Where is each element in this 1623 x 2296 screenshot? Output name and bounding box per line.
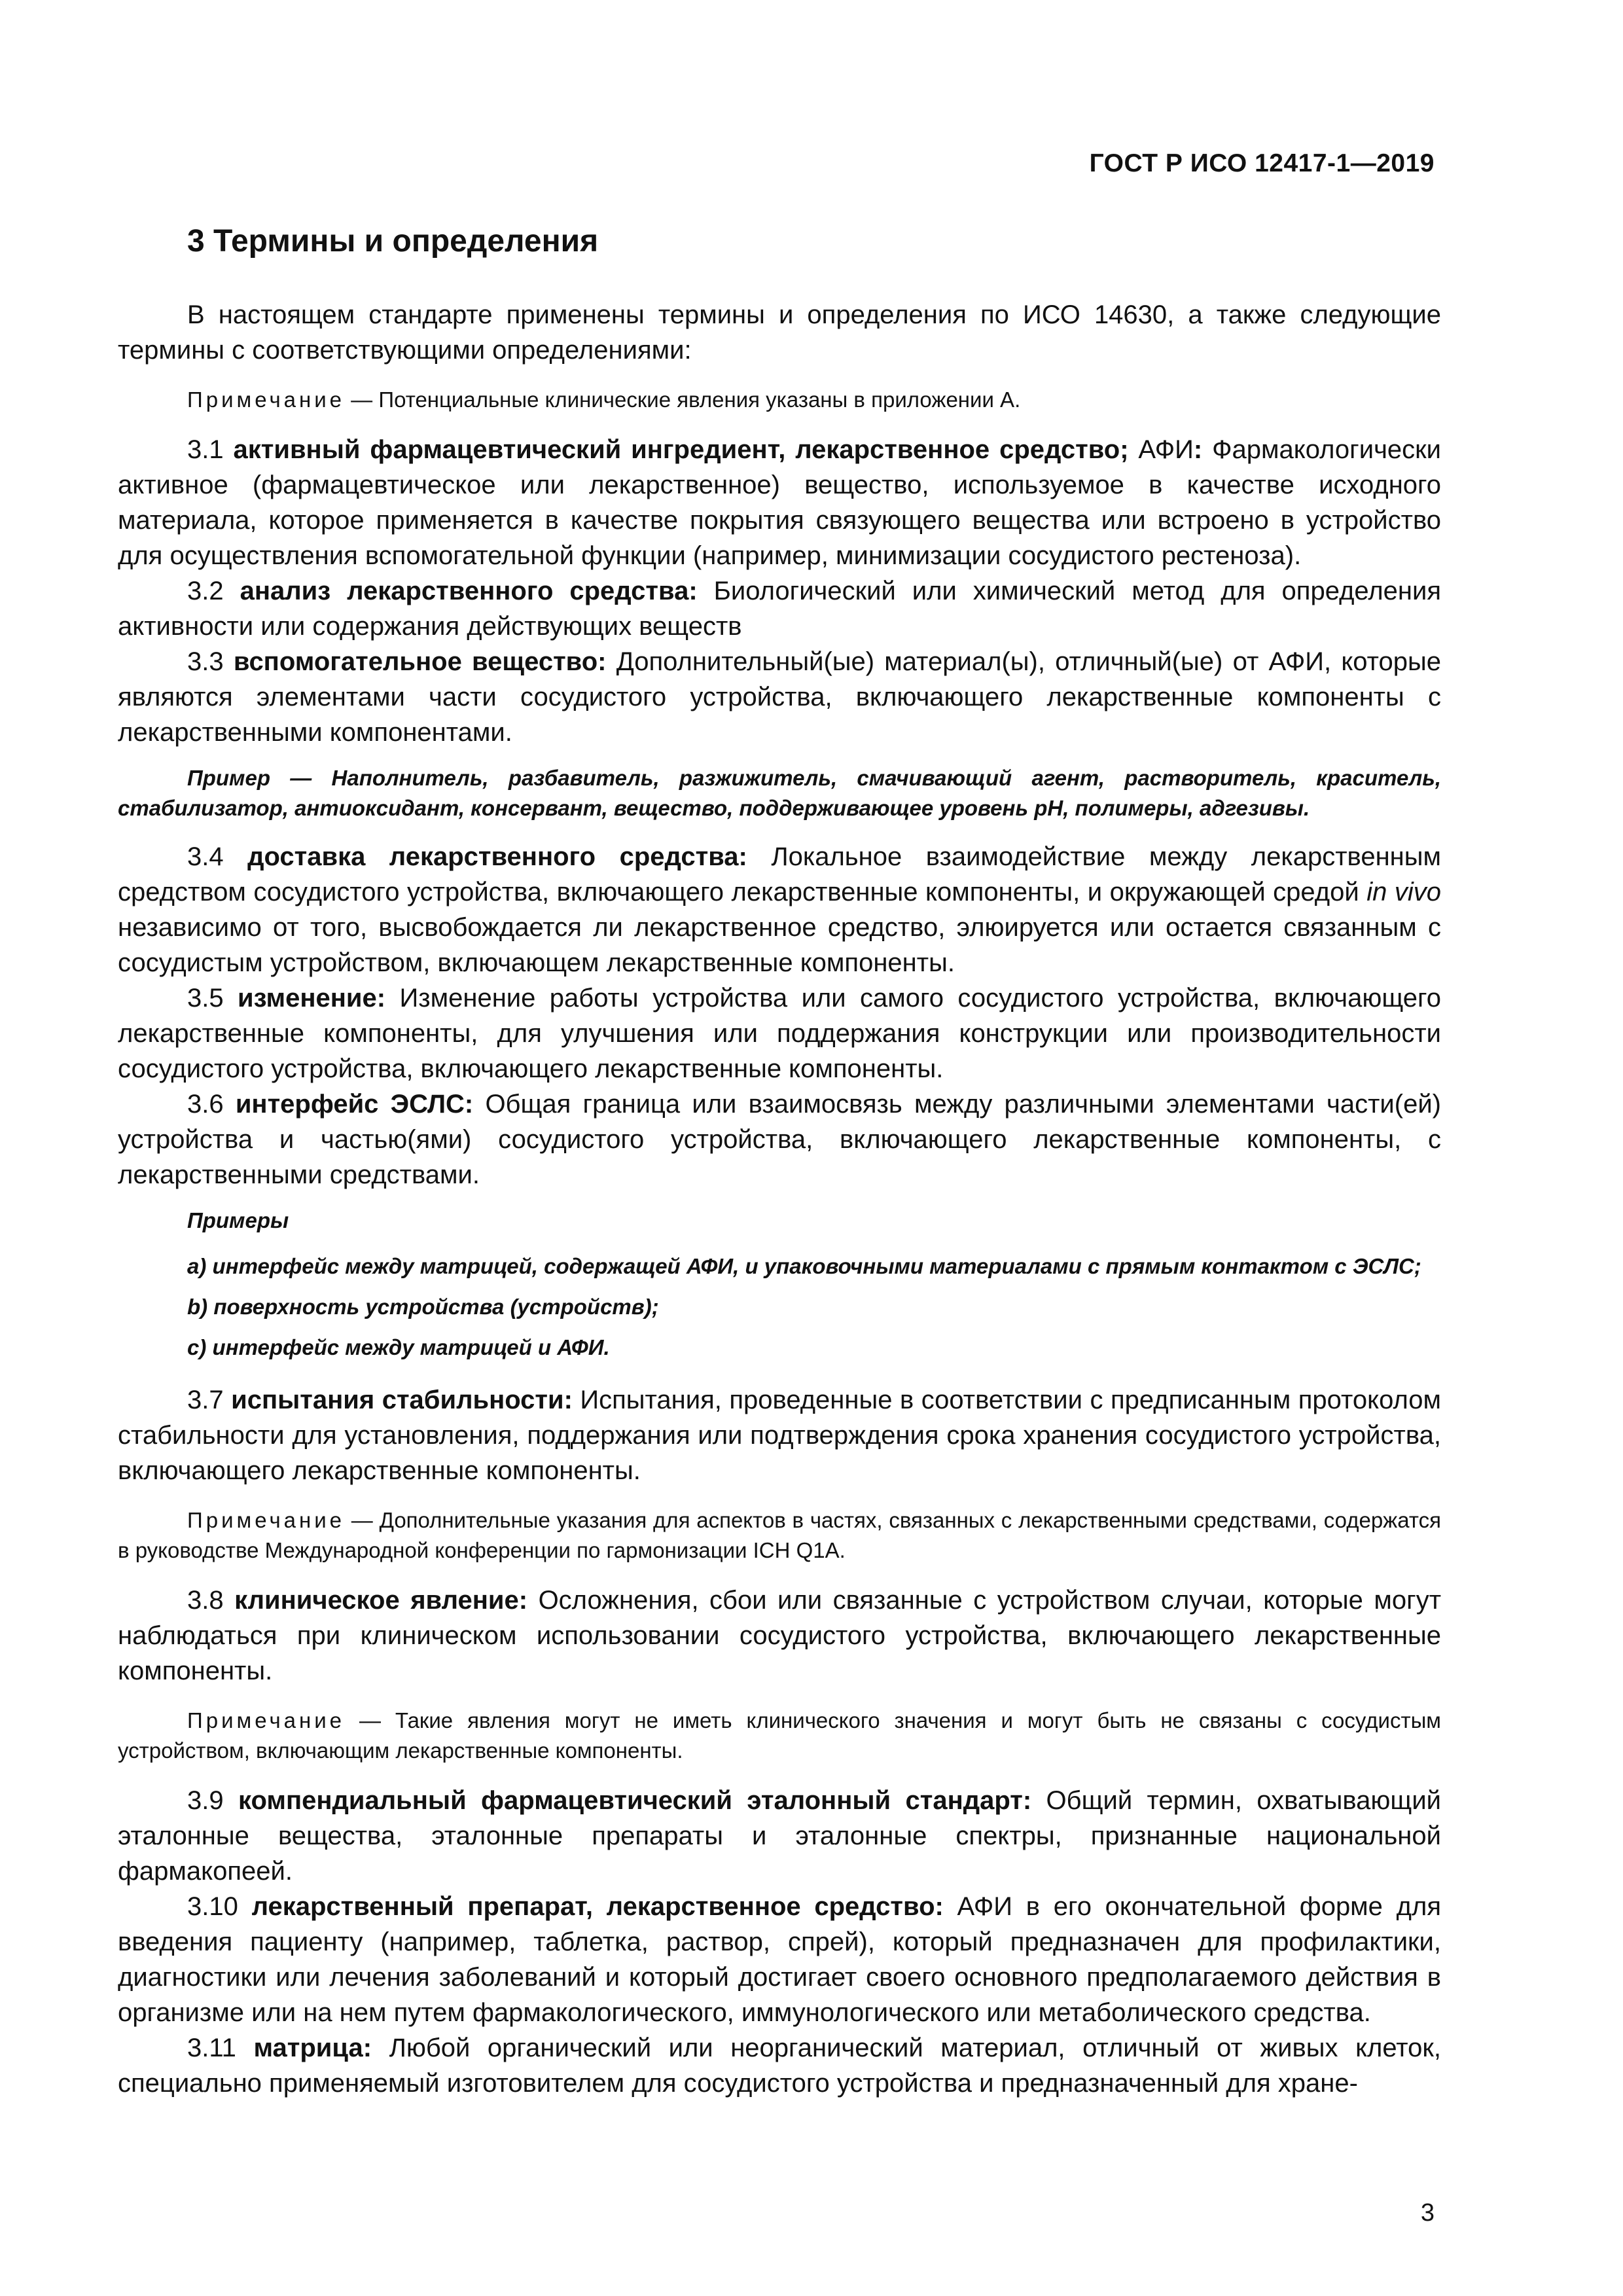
term-3-6-example-c: c) интерфейс между матрицей и АФИ. [187,1335,610,1359]
term-3-2: 3.2 анализ лекарственного средства: Биологический или химический метод для определения активности или содержания действующих веществ [118,576,1442,641]
term-3-5-name: изменение: [238,983,386,1013]
term-3-10-name: лекарственный препарат, лекарственное средство: [251,1892,944,1921]
term-3-10-definition: АФИ в его окончательной форме для введения пациенту (например, таблетка, раствор, спрей), который предназначен для профилактики, диагностики или лечения заболеваний и который достигает своего основного предполагаемого действия в организме или на нем путем фармакологического, иммунологического или метаболического средства. [118,1892,1441,2027]
term-3-10: 3.10 лекарственный препарат, лекарственное средство: АФИ в его окончательной форме для введения пациенту (например, таблетка, раствор, спрей), который предназначен для профилактики, диагностики или лечения заболеваний и который достигает своего основного предполагаемого действия в организме или на нем путем фармакологического, иммунологического или метаболического средства. [118,1892,1441,2027]
term-3-5: 3.5 изменение: Изменение работы устройства или самого сосудистого устройства, включающего лекарственные компоненты, для улучшения или поддержания конструкции или производительности сосудистого устройства, включающего лекарственные компоненты. [118,983,1442,1083]
term-3-6-definition: Общая граница или взаимосвязь между различными элементами части(ей) устройства и частью(ями) сосудистого устройства, включающего лекарственные компоненты, с лекарственными средствами. [118,1089,1442,1189]
term-3-6: 3.6 интерфейс ЭСЛС: Общая граница или взаимосвязь между различными элементами части(ей) устройства и частью(ями) сосудистого устройства, включающего лекарственные компоненты, с лекарственными средствами. [118,1089,1442,1189]
term-3-11-name: матрица: [253,2033,372,2062]
term-3-5-definition: Изменение работы устройства или самого сосудистого устройства, включающего лекарственные компоненты, для улучшения или поддержания конструкции или производительности сосудистого устройства, включающего лекарственные компоненты. [118,983,1442,1083]
term-3-8-name: клиническое явление: [234,1585,528,1615]
term-3-6-examples-title: Примеры [187,1208,289,1232]
term-3-11-definition: Любой органический или неорганический материал, отличный от живых клеток, специально применяемый изготовителем для сосудистого устройства и предназначенный для хране- [118,2033,1441,2098]
intro-paragraph: В настоящем стандарте применены термины и определения по ИСО 14630, а также следующие термины с соответствующими определениями: [118,300,1441,365]
term-3-3-name: вспомогательное вещество: [233,647,607,676]
term-3-3-example: Пример — Наполнитель, разбавитель, разжижитель, смачивающий агент, растворитель, краситель, стабилизатор, антиоксидант, консервант, вещество, поддерживающее уровень рН, полимеры, адгезивы. [118,765,1441,820]
term-3-1-name: активный фармацевтический ингредиент, лекарственное средство; [233,435,1129,464]
term-3-2-name: анализ лекарственного средства: [240,576,698,605]
term-3-6-name: интерфейс ЭСЛС: [235,1089,474,1119]
term-3-8: 3.8 клиническое явление: Осложнения, сбои или связанные с устройством случаи, которые могут наблюдаться при клиническом использовании сосудистого устройства, включающего лекарственные компоненты. [118,1585,1442,1685]
term-3-8-definition: Осложнения, сбои или связанные с устройством случаи, которые могут наблюдаться при клиническом использовании сосудистого устройства, включающего лекарственные компоненты. [118,1585,1442,1685]
term-3-4: 3.4 доставка лекарственного средства: Локальное взаимодействие между лекарственным средством сосудистого устройства, включающего лекарственные компоненты, и окружающей средой in vivo независимо от того, высвобождается ли лекарственное средство, элюируется или остается связанным с сосудистым устройством, включающем лекарственные компоненты. [118,842,1441,977]
term-3-11: 3.11 матрица: Любой органический или неорганический материал, отличный от живых клеток, специально применяемый изготовителем для сосудистого устройства и предназначенный для хране- [118,2033,1441,2098]
term-3-7-name: испытания стабильности: [231,1385,573,1414]
term-3-8-note: Примечание — Такие явления могут не иметь клинического значения и могут быть не связаны с сосудистым устройством, включающим лекарственные компоненты. [118,1708,1441,1763]
term-3-7: 3.7 испытания стабильности: Испытания, проведенные в соответствии с предписанным протоколом стабильности для установления, поддержания или подтверждения срока хранения сосудистого устройства, включающего лекарственные компоненты. [118,1385,1441,1485]
document-body [118,223,1441,2101]
term-3-3-definition: Дополнительный(ые) материал(ы), отличный(ые) от АФИ, которые являются элементами части сосудистого устройства, включающего лекарственные компоненты с лекарственными компонентами. [118,647,1442,747]
term-3-2-definition: Биологический или химический метод для определения активности или содержания действующих веществ [118,576,1442,641]
section-title: 3 Термины и определения [187,224,599,259]
term-3-9-definition: Общий термин, охватывающий эталонные вещества, эталонные препараты и эталонные спектры, признанные национальной фармакопеей. [118,1785,1442,1886]
term-3-7-note: Примечание — Дополнительные указания для аспектов в частях, связанных с лекарственными средствами, содержатся в руководстве Международной конференции по гармонизации ICH Q1A. [118,1507,1441,1562]
document-code: ГОСТ Р ИСО 12417-1—2019 [1089,149,1435,177]
term-3-4-name: доставка лекарственного средства: [247,842,747,871]
term-3-9-name: компендиальный фармацевтический эталонный стандарт: [238,1785,1032,1815]
term-3-6-example-b: b) поверхность устройства (устройств); [187,1294,659,1319]
note-intro: Примечание — Потенциальные клинические явления указаны в приложении А. [187,387,1021,412]
term-3-1-definition: Фармакологически активное (фармацевтическое или лекарственное) вещество, используемое в качестве исходного материала, которое применяется в качестве покрытия связующего вещества или встроено в устройство для осуществления вспомогательной функции (например, минимизации сосудистого рестеноза). [118,435,1442,570]
term-3-6-example-a: a) интерфейс между матрицей, содержащей АФИ, и упаковочными материалами с прямым контактом с ЭСЛС; [187,1253,1421,1278]
term-3-3: 3.3 вспомогательное вещество: Дополнительный(ые) материал(ы), отличный(ые) от АФИ, которые являются элементами части сосудистого устройства, включающего лекарственные компоненты с лекарственными компонентами. [118,647,1442,747]
note-label: Примечание [187,387,346,412]
term-3-7-definition: Испытания, проведенные в соответствии с предписанным протоколом стабильности для установления, поддержания или подтверждения срока хранения сосудистого устройства, включающего лекарственные компоненты. [118,1385,1441,1485]
term-3-1: 3.1 активный фармацевтический ингредиент, лекарственное средство; АФИ: Фармакологически активное (фармацевтическое или лекарственное) вещество, используемое в качестве исходного материала, которое применяется в качестве покрытия связующего вещества или встроено в устройство для осуществления вспомогательной функции (например, минимизации сосудистого рестеноза). [118,435,1442,570]
page-number: 3 [1420,2199,1435,2227]
term-3-9: 3.9 компендиальный фармацевтический эталонный стандарт: Общий термин, охватывающий эталонные вещества, эталонные препараты и эталонные спектры, признанные национальной фармакопеей. [118,1785,1442,1886]
